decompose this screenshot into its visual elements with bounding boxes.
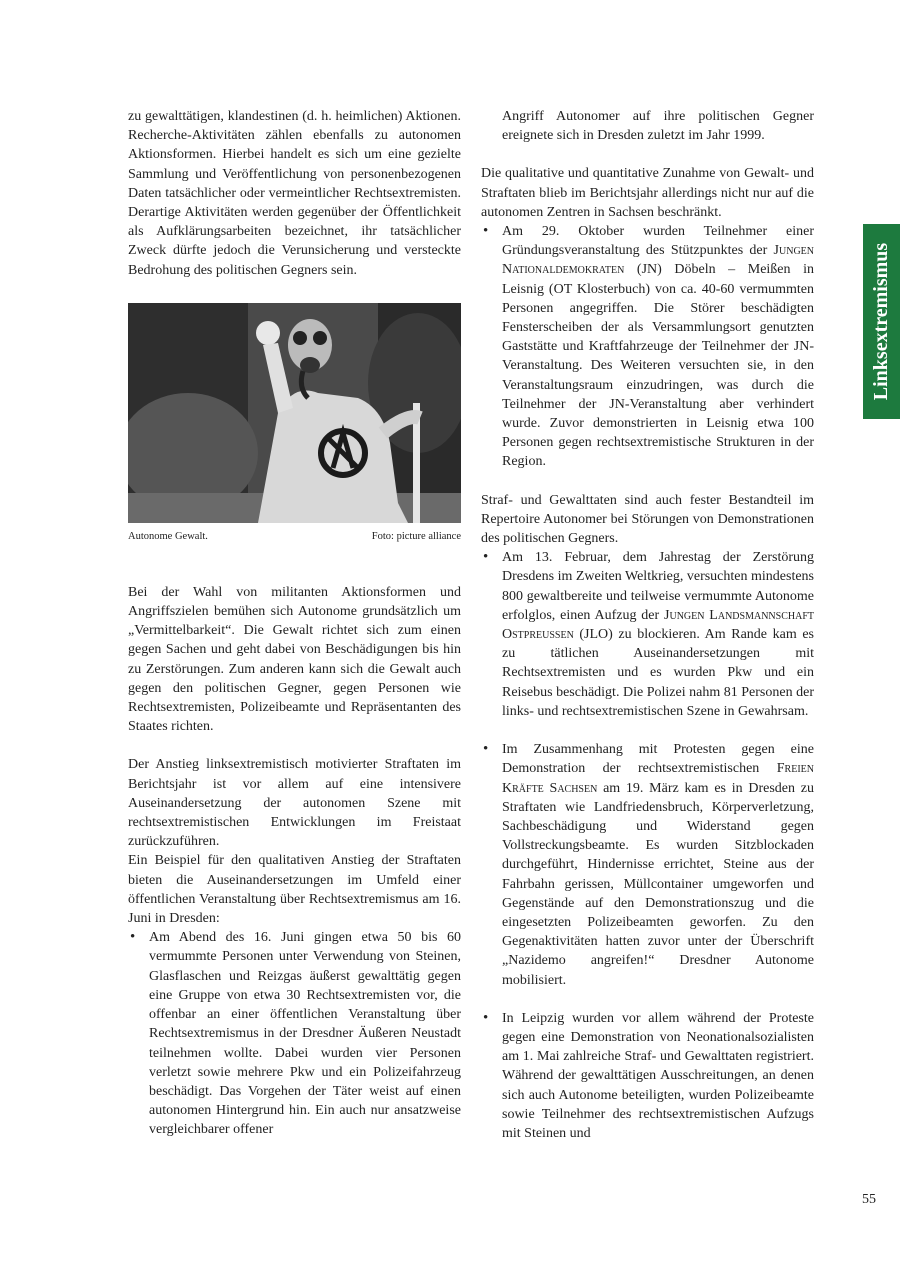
list-item-text: (JLO) zu blockieren. Am Rande kam es zu tätlichen Auseinandersetzungen mit Rechtsextremisten und es wurden Pkw und ein Reisebus beschädigt. Die Polizei nahm 81 Personen der links- und rechtsextremistischen Szene in Gewahrsam. bbox=[502, 627, 814, 719]
section-tab bbox=[863, 224, 900, 419]
photo-illustration bbox=[128, 303, 461, 523]
organization-name: Jungen Nationaldemokraten bbox=[502, 243, 814, 278]
list-item: • In Leipzig wurden vor allem während der Proteste gegen eine Demonstration von Neonationalsozialisten am 1. Mai zahlreiche Straf- und Gewalttaten registriert. Während der gewalttätigen Ausschreitungen, an denen sich auch Autonome beteiligten, wurden Polizeibeamte sowie Teilnehmer des rechtsextremistischen Aufzugs mit Steinen und bbox=[481, 1009, 814, 1143]
list-item bbox=[481, 222, 814, 472]
paragraph: Ein Beispiel für den qualitativen Anstieg der Straftaten bieten die Auseinandersetzungen im Umfeld einer öffentlichen Veranstaltung über Rechtsextremismus am 16. Juni in Dresden: bbox=[128, 853, 461, 927]
section-tab-label: Linksextremismus bbox=[870, 242, 893, 401]
photo-credit: Foto: picture alliance bbox=[371, 530, 461, 542]
list-item-text: Im Zusammenhang mit Protesten gegen eine Demonstration der rechtsextremistischen bbox=[502, 742, 814, 777]
organization-name: Freien Kräfte Sachsen bbox=[502, 761, 814, 796]
list-item-text: (JN) Döbeln – Meißen in Leisnig (OT Klosterbuch) von ca. 40-60 vermummten Personen angegriffen. Die Störer beschädigten Fensterscheiben der als Versammlungsort genutzten Gaststätte und Kraftfahrzeuge der Teilnehmer der JN-Veranstaltung. Des Weiteren versuchten sie, in den Veranstaltungsraum einzudringen, was durch die Teilnehmer der JN-Veranstaltung aber verhindert wurde. Zuvor demonstrierten in Leisnig etwa 100 Personen gegen rechtsextremistische Strukturen in der Region. bbox=[502, 262, 814, 470]
page-number: 55 bbox=[862, 1192, 876, 1207]
list-item: • Am Abend des 16. Juni gingen etwa 50 bis 60 vermummte Personen unter Verwendung von Steinen, Glasflaschen und Reizgas äußerst gewalttätig gegen eine Gruppe von etwa 30 Rechtsextremisten vor, die offenbar an einer öffentlichen Veranstaltung über Rechtsextremismus in der Dresdner Äußeren Neustadt teilnehmen wollte. Dabei wurden vier Personen verletzt sowie mehrere Pkw und ein Polizeifahrzeug beschädigt. Das Vorgehen der Täter weist auf einen autonomen Hintergrund hin. Ein auch nur ansatzweise vergleichbarer offener bbox=[128, 928, 461, 1139]
bullet-list bbox=[481, 548, 814, 1143]
paragraph: zu gewalttätigen, klandestinen (d. h. heimlichen) Aktionen. Recherche-Aktivitäten zählen ebenfalls zu autonomen Aktionsformen. Hierbei handelt es sich um eine gezielte Sammlung und Veröffentlichung von personenbezogenen Daten tatsächlicher oder vermeintlicher Rechtsextremisten. Derartige Aktivitäten werden gegenüber der Öffentlichkeit als Aufklärungsarbeiten bezeichnet, ihr tatsächlicher Zweck dürfte jedoch die Verunsicherung und versteckte Bedrohung des politischen Gegners sein. bbox=[128, 109, 461, 278]
list-item-text: Am 29. Oktober wurden Teilnehmer einer Gründungsveranstaltung des Stützpunktes der bbox=[502, 224, 814, 259]
paragraph: Straf- und Gewalttaten sind auch fester Bestandteil im Repertoire Autonomer bei Störungen von Demonstrationen des politischen Gegners. bbox=[481, 492, 814, 547]
list-item bbox=[481, 548, 814, 721]
list-item-text: Am 13. Februar, dem Jahrestag der Zerstörung Dresdens im Zweiten Weltkrieg, versuchten mindestens 800 gewaltbereite und teilweise vermummte Autonome erfolglos, einen Aufzug der bbox=[502, 550, 814, 623]
figure-caption: Autonome Gewalt. bbox=[128, 530, 208, 542]
photo-autonome-gewalt bbox=[128, 303, 461, 523]
organization-name: Jungen Landsmannschaft Ostpreußen bbox=[502, 607, 814, 643]
paragraph: Die qualitative und quantitative Zunahme von Gewalt- und Straftaten blieb im Berichtsjahr allerdings nicht nur auf die autonomen Zentren in Sachsen beschränkt. bbox=[481, 166, 814, 220]
list-item-text: am 19. März kam es in Dresden zu Straftaten wie Landfriedensbruch, Körperverletzung, Sachbeschädigung und Widerstand gegen Vollstreckungsbeamte. Es wurden Sitzblockaden durchgeführt, Hindernisse errichtet, Steine aus der Fahrbahn gerissen, Müllcontainer umgeworfen und Gegenstände auf den Demonstrationszug und die eingesetzten Polizeibeamten geworfen. Zu den Gegenaktivitäten hatten zuvor unter der Überschrift „Nazidemo angreifen!“ Dresdner Autonome mobilisiert. bbox=[502, 780, 814, 988]
bullet-list bbox=[481, 222, 814, 472]
figure-caption-row bbox=[128, 530, 461, 543]
bullet-list bbox=[128, 928, 461, 1139]
paragraph-continuation: Angriff Autonomer auf ihre politischen Gegner ereignete sich in Dresden zuletzt im Jahr 1999. bbox=[502, 109, 814, 144]
list-item bbox=[481, 740, 814, 990]
paragraph: Bei der Wahl von militanten Aktionsformen und Angriffszielen bemühen sich Autonome grundsätzlich um „Vermittelbarkeit“. Die Gewalt richtet sich zum einen gegen Sachen und geht dabei von Beschädigungen bis hin zu Zerstörungen. Zum anderen kann sich die Gewalt auch gegen den politischen Gegner, gegen Personen wie Rechtsextremisten, Polizeibeamte und Repräsentanten des Staates richten. bbox=[128, 584, 461, 735]
right-column bbox=[481, 107, 814, 1143]
paragraph: Der Anstieg linksextremistisch motivierter Straftaten im Berichtsjahr ist vor allem auf eine intensivere Auseinandersetzung der autonomen Szene mit rechtsextremistischen Entwicklungen im Freistaat zurückzuführen. bbox=[128, 757, 461, 850]
left-column bbox=[128, 107, 461, 1140]
